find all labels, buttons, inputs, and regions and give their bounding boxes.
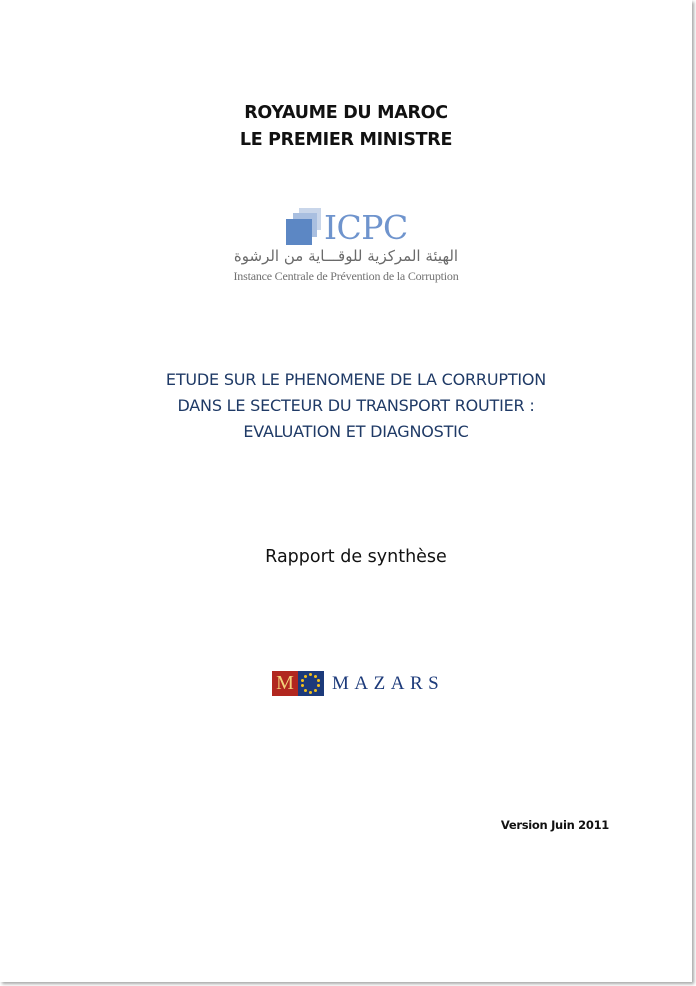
icpc-acronym: ICPC: [324, 208, 408, 247]
version-label: Version Juin 2011: [500, 818, 609, 832]
study-title: [0, 367, 696, 445]
government-header: [0, 100, 692, 154]
study-title-line-3: EVALUATION ET DIAGNOSTIC: [243, 422, 469, 441]
mazars-logo: [272, 670, 452, 698]
report-type: Rapport de synthèse: [265, 547, 447, 567]
prime-minister-heading: LE PREMIER MINISTRE: [239, 130, 453, 150]
kingdom-heading: ROYAUME DU MAROC: [244, 103, 448, 123]
icpc-arabic-name: الهيئة المركزية للوقـــاية من الرشوة: [233, 247, 459, 265]
study-title-line-1: ETUDE SUR LE PHENOMENE DE LA CORRUPTION: [165, 370, 547, 389]
stars-icon: [298, 671, 324, 696]
study-title-line-2: DANS LE SECTEUR DU TRANSPORT ROUTIER :: [177, 396, 535, 415]
icpc-squares-icon: [286, 208, 326, 248]
mazars-name: MAZARS: [332, 673, 445, 694]
mazars-mark: M: [272, 671, 298, 696]
icpc-french-name: Instance Centrale de Prévention de la Corruption: [233, 269, 459, 283]
icpc-logo: [228, 206, 468, 288]
